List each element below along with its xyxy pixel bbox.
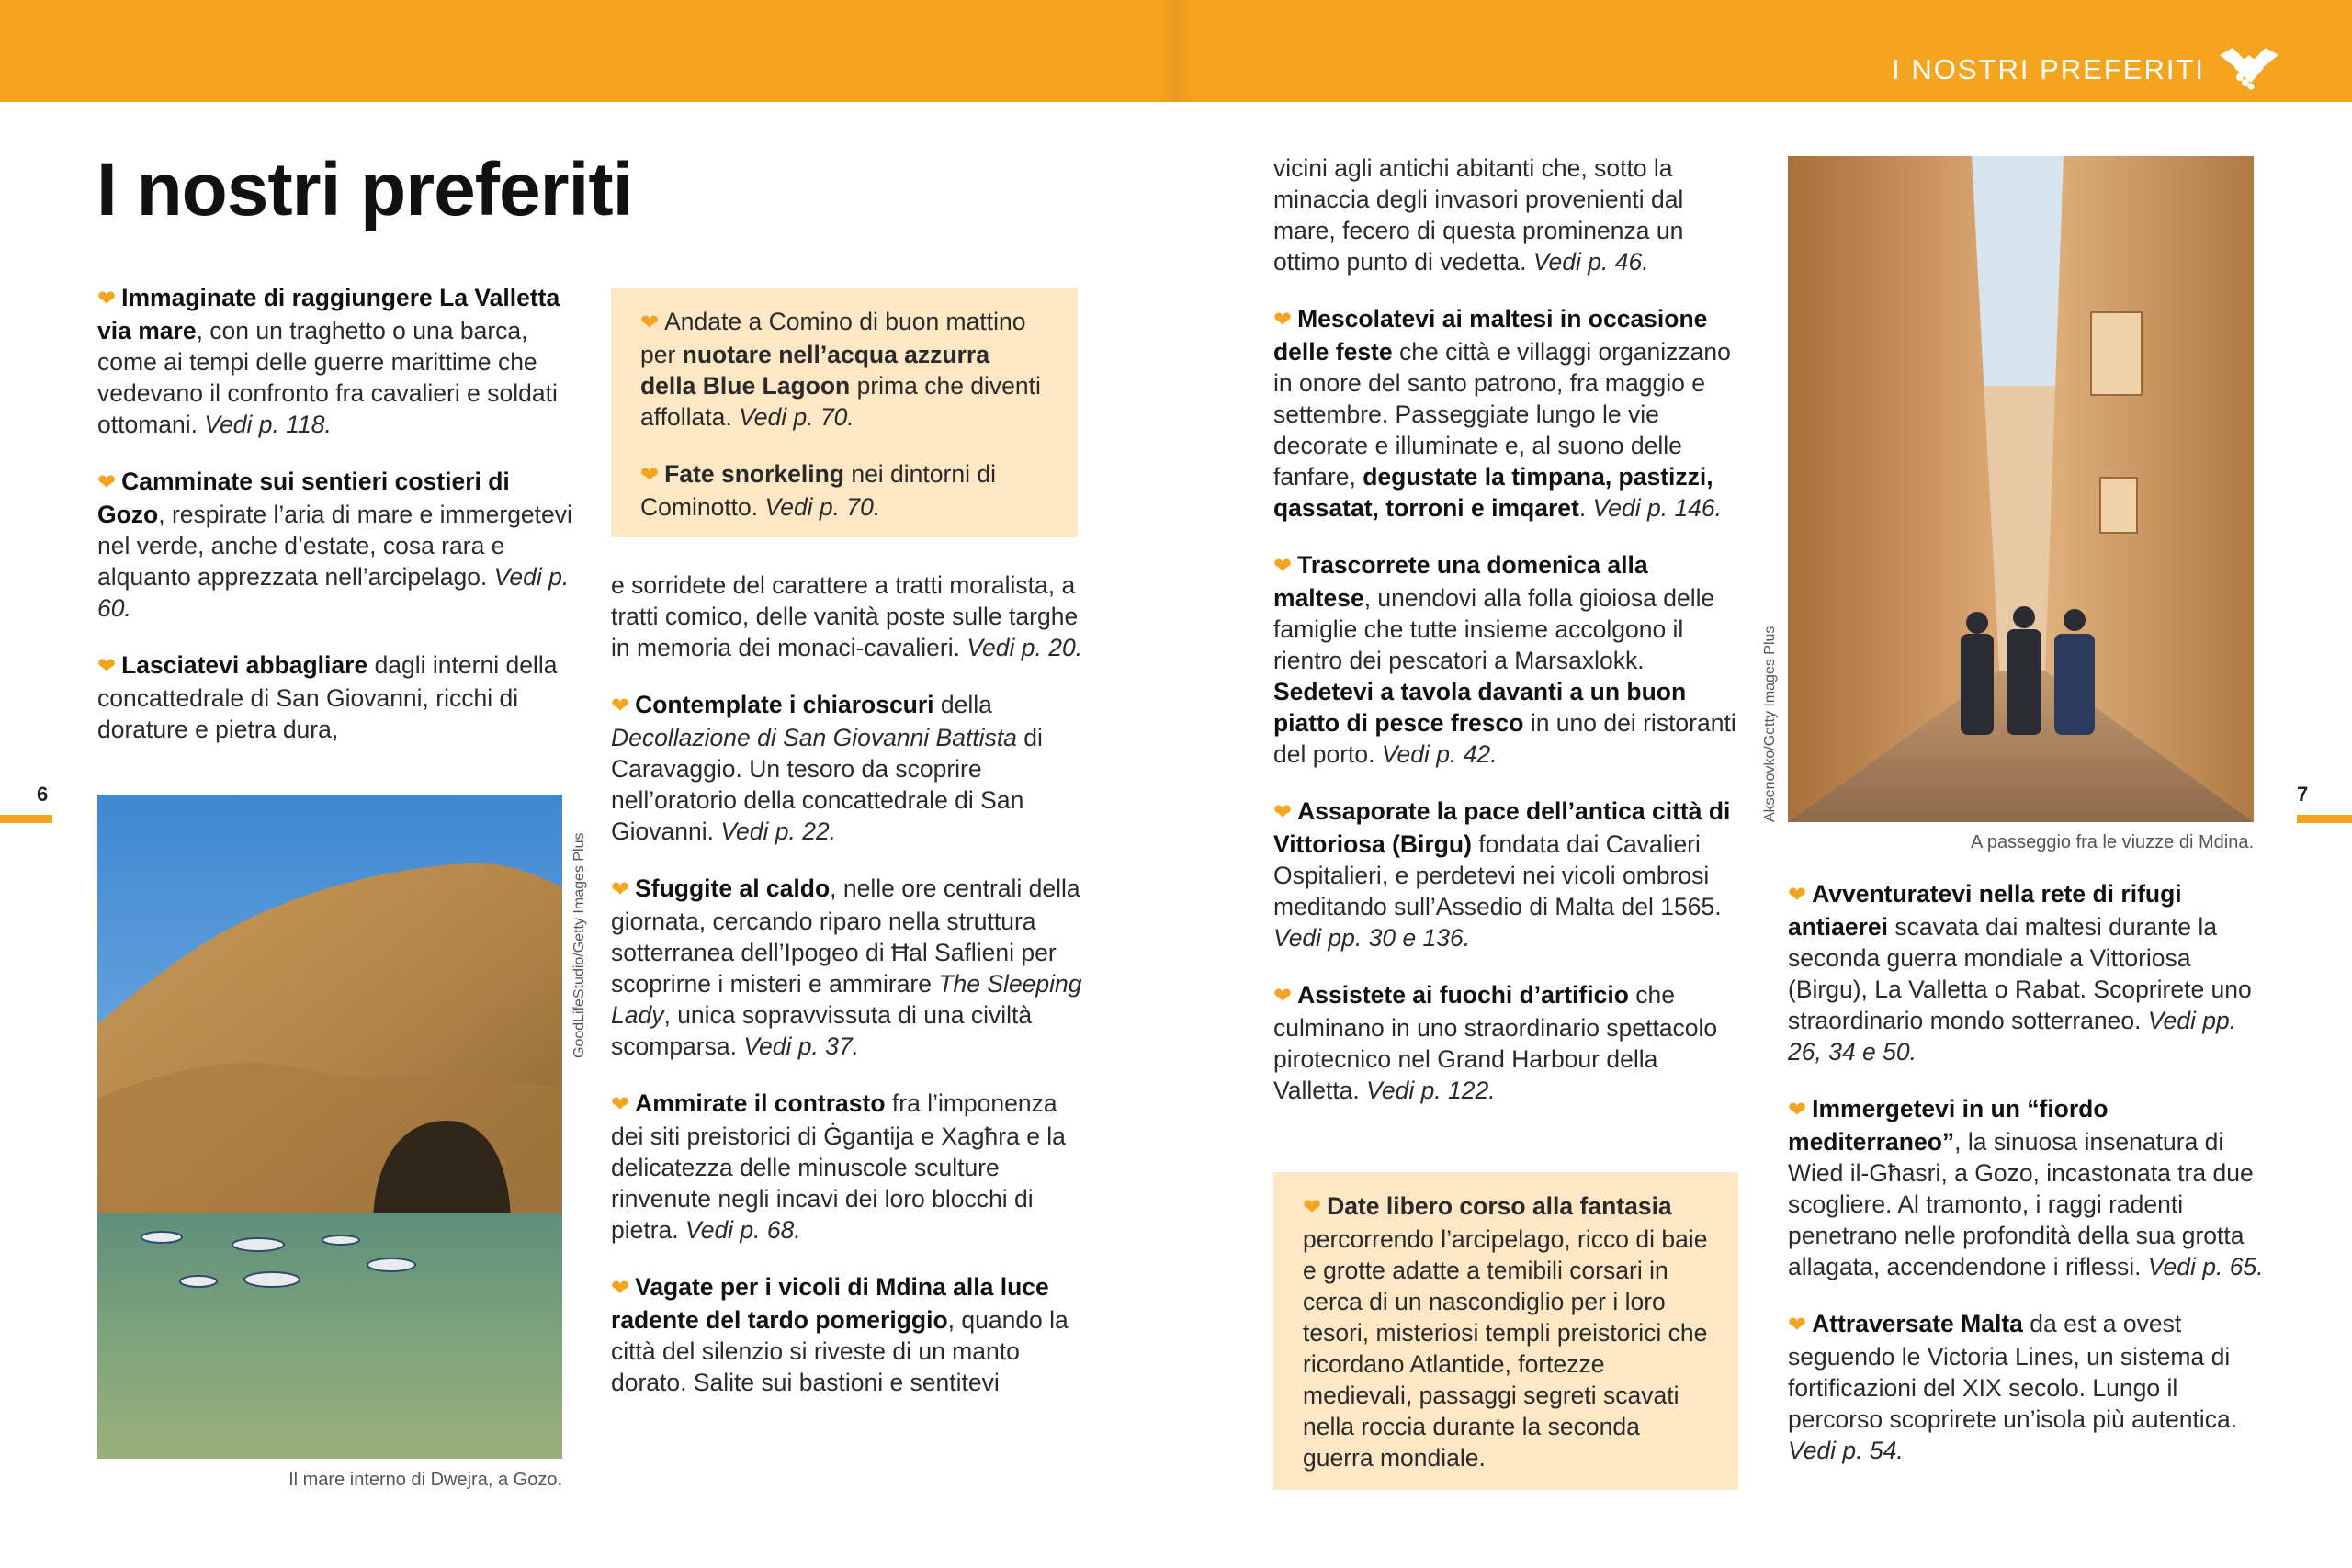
heart-icon: ❤ <box>611 694 630 718</box>
list-item: ❤ Avventuratevi nella rete di rifugi antiaerei scavata dai maltesi durante la seconda guerra mondiale a Vittoriosa (Birgu), La Valletta o Rabat. Scoprirete uno straordinario mondo sotterraneo. Vedi pp. 26, 34 e 50. <box>1788 880 2252 1066</box>
heart-icon: ❤ <box>611 1276 630 1301</box>
list-item: ❤ Camminate sui sentieri costieri di Gozo, respirate l’aria di mare e immergetevi nel verde, anche d’estate, cosa rara e alquanto apprezzata nell’arcipelago. Vedi p. 60. <box>97 468 572 622</box>
heart-icon: ❤ <box>1273 984 1293 1009</box>
heart-icon: ❤ <box>1788 1313 1807 1337</box>
list-item: ❤ Trascorrete una domenica alla maltese, unendovi alla folla gioiosa delle famiglie che tutte insieme accolgono il rientro dei pescatori a Marsaxlokk. Sedetevi a tavola davanti a un buon piatto di pesce fresco in uno dei ristoranti del porto. Vedi p. 42. <box>1273 551 1736 768</box>
column-2 <box>611 570 1084 1424</box>
list-item: ❤ Vagate per i vicoli di Mdina alla luce radente del tardo pomeriggio, quando la città del silenzio si riveste di un manto dorato. Salite sui bastioni e sentitevi <box>611 1273 1069 1396</box>
heart-icon: ❤ <box>1303 1195 1322 1220</box>
photo-caption: Il mare interno di Dwejra, a Gozo. <box>288 1470 562 1490</box>
list-item: ❤ Attraversate Malta da est a ovest seguendo le Victoria Lines, un sistema di fortificazioni del XIX secolo. Lungo il percorso scoprirete un’isola più autentica. Vedi p. 54. <box>1788 1310 2238 1464</box>
list-item: ❤ Lasciatevi abbagliare dagli interni della concattedrale di San Giovanni, ricchi di dorature e pietra dura, <box>97 651 558 743</box>
list-item: ❤ Ammirate il contrasto fra l’imponenza dei siti preistorici di Ġgantija e Xagħra e la delicatezza delle minuscole sculture rinvenute negli incavi dei loro blocchi di pietra. Vedi p. 68. <box>611 1089 1066 1244</box>
page-marker-left <box>0 815 52 823</box>
heart-icon: ❤ <box>1273 800 1293 825</box>
heart-icon: ❤ <box>1273 554 1293 579</box>
photo-credit: GoodLifeStudio/Getty Images Plus <box>571 832 587 1058</box>
list-item: ❤ Sfuggite al caldo, nelle ore centrali della giornata, cercando riparo nella struttura sotterranea dell’Ipogeo di Ħal Saflieni per scoprirne i misteri e ammirare The Sleeping Lady, unica sopravvissuta di una civiltà scomparsa. Vedi p. 37. <box>611 874 1082 1060</box>
list-item: vicini agli antichi abitanti che, sotto la minaccia degli invasori provenienti dal mare, fecero di questa prominenza un ottimo punto di vedetta. Vedi p. 46. <box>1273 154 1684 276</box>
photo-credit: Aksenovko/Getty Images Plus <box>1762 626 1778 822</box>
heart-icon: ❤ <box>97 470 117 495</box>
photo-dwejra <box>97 795 562 1459</box>
list-item: ❤ Assaporate la pace dell’antica città di Vittoriosa (Birgu) fondata dai Cavalieri Ospitalieri, e perdetevi nei vicoli ombrosi meditando sull’Assedio di Malta del 1565. Vedi pp. 30 e 136. <box>1273 797 1731 952</box>
list-item: ❤ Date libero corso alla fantasia percorrendo l’arcipelago, ricco di baie e grotte adatte a temibili corsari in cerca di un nascondiglio per i loro tesori, misteriosi templi preistorici che ricordano Atlantide, fortezze medievali, passaggi segreti scavati nella roccia durante la seconda guerra mondiale. <box>1303 1192 1708 1472</box>
list-item: ❤ Immergetevi in un “fiordo mediterraneo”, la sinuosa insenatura di Wied il-Għasri, a Gozo, incastonata tra due scogliere. Al tramonto, i raggi radenti penetrano nelle profondità della sua grotta allagata, accendendone i riflessi. Vedi p. 65. <box>1788 1095 2264 1280</box>
list-item: e sorridete del carattere a tratti moralista, a tratti comico, delle vanità poste sulle targhe in memoria dei monaci-cavalieri. Vedi p. 20. <box>611 571 1083 661</box>
heart-icon: ❤ <box>97 287 117 311</box>
column-4 <box>1788 878 2266 1492</box>
page-title: I nostri preferiti <box>96 148 633 231</box>
list-item: ❤ Assistete ai fuochi d’artificio che culminano in uno straordinario spettacolo pirotecnico nel Grand Harbour della Valletta. Vedi p. 122. <box>1273 981 1718 1104</box>
page-number-right: 7 <box>2297 783 2309 806</box>
highlight-box <box>1273 1172 1738 1490</box>
list-item: ❤ Fate snorkeling nei dintorni di Cominotto. Vedi p. 70. <box>640 460 996 521</box>
photo-caption: A passeggio fra le viuzze di Mdina. <box>1971 832 2254 852</box>
list-item: ❤ Mescolatevi ai maltesi in occasione delle feste che città e villaggi organizzano in onore del santo patrono, fra maggio e settembre. Passeggiate lungo le vie decorate e illuminate e, al suono delle fanfare, degustate la timpana, pastizzi, qassatat, torroni e imqaret. Vedi p. 146. <box>1273 305 1731 522</box>
column-3 <box>1273 152 1742 1132</box>
page-marker-right <box>2297 815 2352 823</box>
heart-icon: ❤ <box>640 310 660 335</box>
list-item: ❤ Andate a Comino di buon mattino per nuotare nell’acqua azzurra della Blue Lagoon prima che diventi affollata. Vedi p. 70. <box>640 308 1041 431</box>
page-gutter <box>1159 0 1193 102</box>
list-item: ❤ Contemplate i chiaroscuri della Decollazione di San Giovanni Battista di Caravaggio. Un tesoro da scoprire nell’oratorio della concattedrale di San Giovanni. Vedi p. 22. <box>611 691 1043 845</box>
list-item: ❤ Immaginate di raggiungere La Valletta via mare, con un traghetto o una barca, come ai tempi delle guerre marittime che vedevano il confronto fra cavalieri e soldati ottomani. Vedi p. 118. <box>97 284 560 438</box>
heart-icon: ❤ <box>611 877 630 902</box>
heart-icon: ❤ <box>1273 308 1293 333</box>
photo-mdina <box>1788 156 2254 822</box>
heart-icon: ❤ <box>1788 1098 1807 1122</box>
heart-icon: ❤ <box>611 1092 630 1117</box>
page-number-left: 6 <box>37 783 49 806</box>
heart-icon: ❤ <box>640 463 660 488</box>
highlight-box <box>611 288 1078 537</box>
handshake-icon <box>2218 40 2280 94</box>
column-1 <box>97 282 575 771</box>
running-header: I NOSTRI PREFERITI <box>1892 53 2205 85</box>
heart-icon: ❤ <box>97 654 117 679</box>
heart-icon: ❤ <box>1788 883 1807 908</box>
